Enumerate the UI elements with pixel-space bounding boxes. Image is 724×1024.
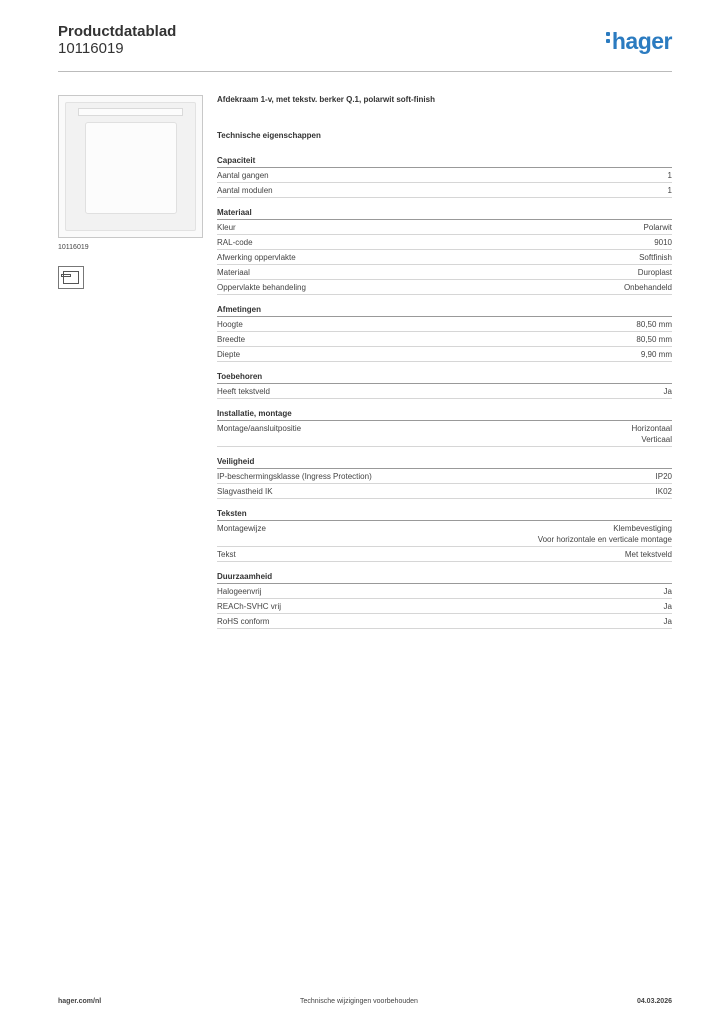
spec-value-line: 80,50 mm: [636, 320, 672, 329]
spec-value-line: 9,90 mm: [640, 350, 672, 359]
spec-value: [538, 523, 672, 545]
product-code: 10116019: [58, 40, 124, 57]
spec-value: [639, 252, 672, 263]
spec-row: [217, 332, 672, 347]
spec-value: [656, 486, 672, 497]
spec-row: [217, 265, 672, 280]
spec-value-line: 1: [667, 171, 672, 180]
spec-value-line: Voor horizontale en verticale montage: [537, 535, 672, 544]
footer-disclaimer: Technische wijzigingen voorbehouden: [300, 998, 418, 1005]
spec-section: [217, 571, 672, 629]
spec-label: REACh-SVHC vrij: [217, 602, 282, 611]
spec-label: RoHS conform: [217, 617, 270, 626]
spec-value: [654, 237, 672, 248]
spec-value-line: Duroplast: [637, 268, 672, 277]
spec-label: IP-beschermingsklasse (Ingress Protection): [217, 472, 372, 481]
footer-website[interactable]: hager.com/nl: [58, 998, 102, 1005]
section-title: Capaciteit: [217, 155, 672, 168]
spec-value: [664, 386, 672, 397]
spec-section: [217, 408, 672, 447]
tech-heading: Technische eigenschappen: [217, 131, 321, 140]
spec-value: [636, 319, 672, 330]
spec-value-line: Ja: [663, 387, 672, 396]
spec-value: [636, 334, 672, 345]
spec-section: [217, 155, 672, 198]
spec-label: Kleur: [217, 223, 236, 232]
spec-value: [624, 282, 672, 293]
spec-value-line: Klembevestiging: [613, 524, 672, 533]
spec-label: Materiaal: [217, 268, 250, 277]
spec-value: [644, 222, 672, 233]
spec-value-line: IP20: [655, 472, 672, 481]
spec-row: [217, 584, 672, 599]
spec-section: [217, 508, 672, 562]
spec-value: [638, 267, 672, 278]
spec-value-line: Verticaal: [641, 435, 672, 444]
spec-value: [641, 349, 672, 360]
frame-outline-icon[interactable]: [58, 266, 84, 289]
spec-label: Afwerking oppervlakte: [217, 253, 296, 262]
product-description: Afdekraam 1-v, met tekstv. berker Q.1, polarwit soft-finish: [217, 95, 435, 104]
spec-section: [217, 456, 672, 499]
spec-row: [217, 469, 672, 484]
label-field-picture: [78, 108, 183, 116]
section-title: Materiaal: [217, 207, 672, 220]
spec-label: Montagewijze: [217, 524, 266, 533]
spec-row: [217, 614, 672, 629]
spec-row: [217, 599, 672, 614]
spec-value-line: Ja: [663, 587, 672, 596]
spec-value-line: 80,50 mm: [636, 335, 672, 344]
spec-row: [217, 317, 672, 332]
spec-value: [664, 616, 672, 627]
section-title: Afmetingen: [217, 304, 672, 317]
spec-value: [632, 423, 672, 445]
spec-row: [217, 183, 672, 198]
spec-label: RAL-code: [217, 238, 253, 247]
spec-value-line: Ja: [663, 602, 672, 611]
section-title: Veiligheid: [217, 456, 672, 469]
spec-label: Heeft tekstveld: [217, 387, 270, 396]
spec-value-line: 1: [667, 186, 672, 195]
footer-date: 04.03.2026: [636, 998, 672, 1005]
spec-value-line: IK02: [655, 487, 672, 496]
spec-value: [664, 586, 672, 597]
spec-row: [217, 235, 672, 250]
spec-value: [664, 601, 672, 612]
spec-content: [217, 95, 672, 638]
spec-section: [217, 304, 672, 362]
spec-row: [217, 250, 672, 265]
section-title: Installatie, montage: [217, 408, 672, 421]
spec-label: Tekst: [217, 550, 236, 559]
hager-logo: [606, 28, 672, 55]
spec-section: [217, 207, 672, 295]
cover-frame-picture: [65, 102, 196, 231]
spec-value-line: Softfinish: [639, 253, 672, 262]
spec-value: [668, 185, 672, 196]
section-title: Toebehoren: [217, 371, 672, 384]
spec-value: [668, 170, 672, 181]
section-title: Teksten: [217, 508, 672, 521]
section-title: Duurzaamheid: [217, 571, 672, 584]
spec-value-line: Onbehandeld: [623, 283, 672, 292]
spec-row: [217, 547, 672, 562]
spec-label: Slagvastheid IK: [217, 487, 273, 496]
spec-value-line: Met tekstveld: [624, 550, 672, 559]
spec-value-line: 9010: [654, 238, 672, 247]
spec-sections: [217, 155, 672, 629]
logo-text: hager: [611, 28, 672, 54]
spec-label: Montage/aansluitpositie: [217, 424, 302, 433]
spec-section: [217, 371, 672, 399]
page-header: [58, 20, 672, 72]
spec-value-line: Ja: [663, 617, 672, 626]
image-caption: 10116019: [58, 244, 89, 251]
spec-label: Aantal modulen: [217, 186, 273, 195]
spec-value: [625, 549, 672, 560]
spec-label: Aantal gangen: [217, 171, 269, 180]
spec-label: Halogeenvrij: [217, 587, 262, 596]
spec-row: [217, 384, 672, 399]
spec-row: [217, 521, 672, 547]
spec-row: [217, 421, 672, 447]
spec-row: [217, 347, 672, 362]
frame-opening-picture: [85, 122, 177, 214]
spec-value-line: Polarwit: [643, 223, 672, 232]
logo-dots-icon: [606, 32, 611, 46]
spec-value: [656, 471, 672, 482]
spec-value-line: Horizontaal: [631, 424, 672, 433]
spec-label: Breedte: [217, 335, 246, 344]
spec-label: Diepte: [217, 350, 241, 359]
spec-label: Hoogte: [217, 320, 243, 329]
spec-row: [217, 168, 672, 183]
page-title: Productdatablad: [58, 23, 177, 40]
spec-row: [217, 484, 672, 499]
spec-label: Oppervlakte behandeling: [217, 283, 306, 292]
product-image: [58, 95, 203, 238]
spec-row: [217, 280, 672, 295]
spec-row: [217, 220, 672, 235]
